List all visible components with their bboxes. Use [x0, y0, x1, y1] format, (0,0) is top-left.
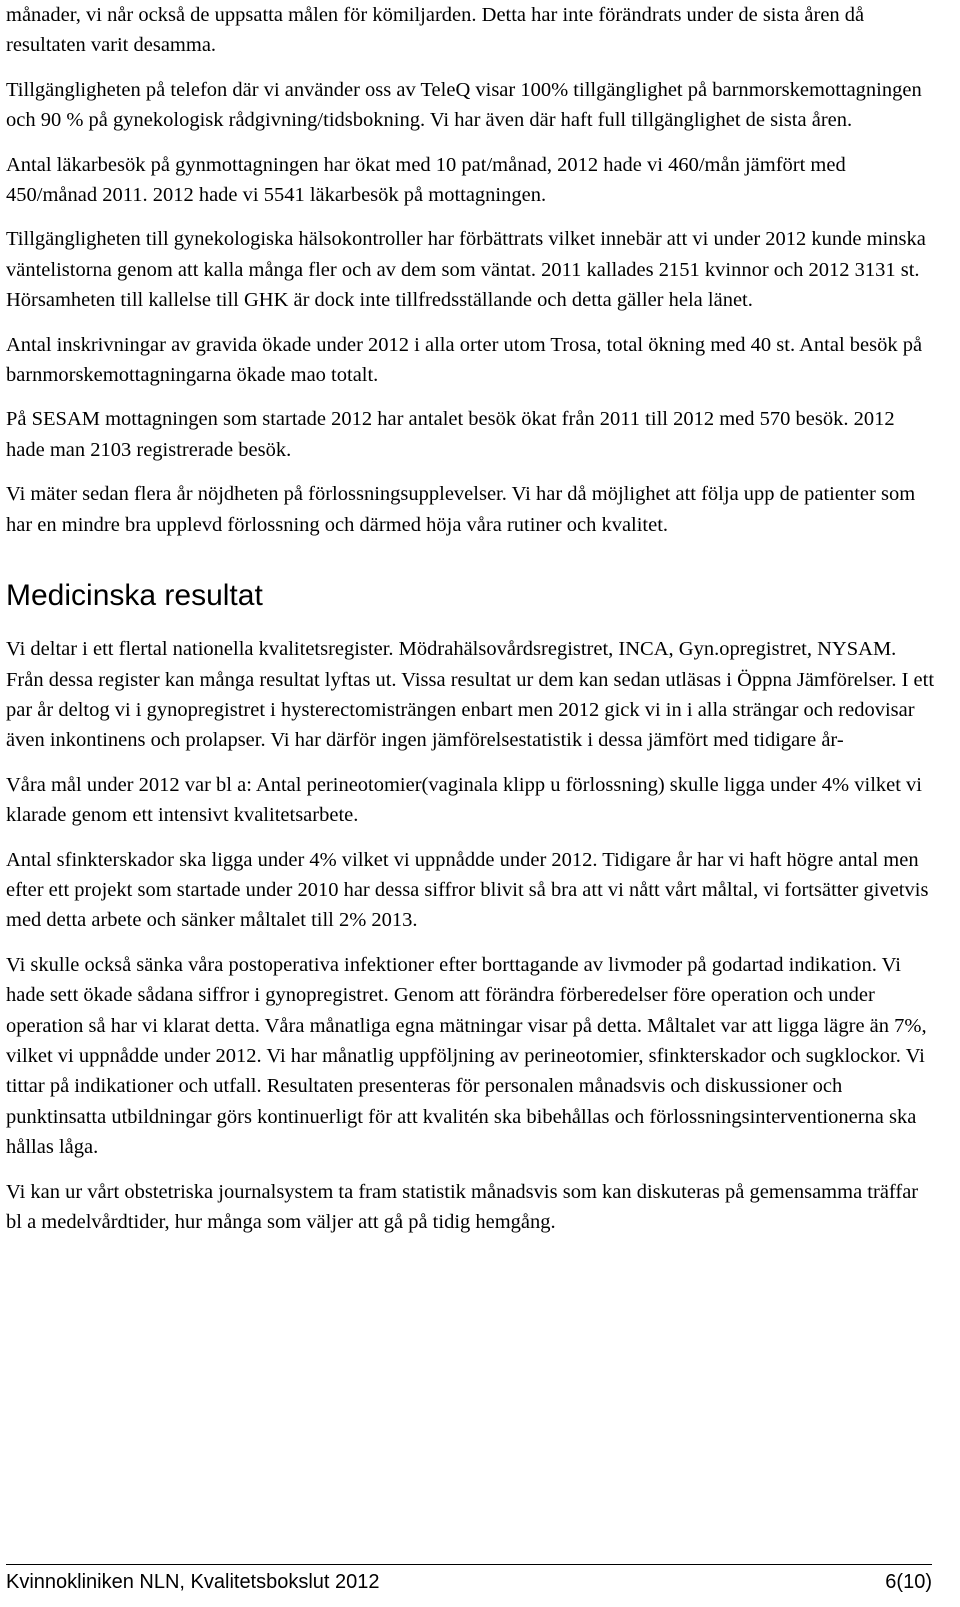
paragraph: Antal läkarbesök på gynmottagningen har ökat med 10 pat/månad, 2012 hade vi 460/mån jämfört med 450/månad 2011. 2012 hade vi 5541 läkarbesök på mottagningen.	[6, 153, 846, 207]
paragraph: Vi deltar i ett flertal nationella kvalitetsregister. Mödrahälsovårdsregistret, INCA, Gyn.opregistret, NYSAM. Från dessa register kan många resultat lyftas ut. Vissa resultat ur dem kan sedan utläsas i Öppna Jämförelser. I ett par år deltog vi i gynopregistret i hysterectomisträngen enbart men 2012 gick vi in i alla strängar och redovisar även inkontinens och prolapser. Vi har därför ingen jämförelsestatistik i dessa jämfört med tidigare år-	[6, 638, 935, 752]
document-page	[6, 0, 936, 1251]
paragraph: Tillgängligheten på telefon där vi använder oss av TeleQ visar 100% tillgänglighet på barnmorskemottagningen och 90 % på gynekologisk rådgivning/tidsbokning. Vi har även där haft full tillgänglighet de sista åren.	[6, 78, 922, 132]
section-heading: Medicinska resultat	[6, 579, 263, 613]
paragraph: Antal inskrivningar av gravida ökade under 2012 i alla orter utom Trosa, total ökning med 40 st. Antal besök på barnmorskemottagningarna ökade mao totalt.	[6, 333, 923, 387]
page-number: 6(10)	[885, 1571, 932, 1593]
footer-title: Kvinnokliniken NLN, Kvalitetsbokslut 2012	[6, 1571, 380, 1593]
paragraph: Vi mäter sedan flera år nöjdheten på förlossningsupplevelser. Vi har då möjlighet att följa upp de patienter som har en mindre bra upplevd förlossning och därmed höja våra rutiner och kvalitet.	[6, 483, 916, 536]
paragraph: månader, vi når också de uppsatta målen för kömiljarden. Detta har inte förändrats under de sista åren då resultaten varit desamma.	[6, 4, 865, 57]
paragraph: Tillgängligheten till gynekologiska hälsokontroller har förbättrats vilket innebär att vi under 2012 kunde minska väntelistorna genom att kalla många fler och av dem som väntat. 2011 kallades 2151 kvinnor och 2012 3131 st. Hörsamheten till kallelse till GHK är dock inte tillfredsställande och detta gäller hela länet.	[6, 228, 926, 312]
paragraph: På SESAM mottagningen som startade 2012 har antalet besök ökat från 2011 till 2012 med 570 besök. 2012 hade man 2103 registrerade besök.	[6, 408, 895, 461]
paragraph: Vi skulle också sänka våra postoperativa infektioner efter borttagande av livmoder på godartad indikation. Vi hade sett ökade sådana siffror i gynopregistret. Genom att förändra förberedelser före operation och under operation så har vi klarat detta. Våra månatliga egna mätningar visar på detta. Måltalet var att ligga lägre än 7%, vilket vi uppnådde under 2012. Vi har månatlig uppföljning av perineotomier, sfinkterskador och sugklockor. Vi tittar på indikationer och utfall. Resultaten presenteras för personalen månadsvis och diskussioner och punktinsatta utbildningar görs kontinuerligt för att kvalitén ska bibehållas och förlossningsinterventionerna ska hållas låga.	[6, 953, 927, 1159]
paragraph: Antal sfinkterskador ska ligga under 4% vilket vi uppnådde under 2012. Tidigare år har vi haft högre antal men efter ett projekt som startade under 2010 har dessa siffror blivit så bra att vi nått vårt måltal, vi fortsätter givetvis med detta arbete och sänker måltalet till 2% 2013.	[6, 848, 929, 932]
paragraph: Vi kan ur vårt obstetriska journalsystem ta fram statistik månadsvis som kan diskuteras på gemensamma träffar bl a medelvårdtider, hur många som väljer att gå på tidig hemgång.	[6, 1180, 919, 1233]
page-footer	[6, 1564, 932, 1594]
paragraph: Våra mål under 2012 var bl a: Antal perineotomier(vaginala klipp u förlossning) skulle ligga under 4% vilket vi klarade genom ett intensivt kvalitetsarbete.	[6, 773, 923, 827]
